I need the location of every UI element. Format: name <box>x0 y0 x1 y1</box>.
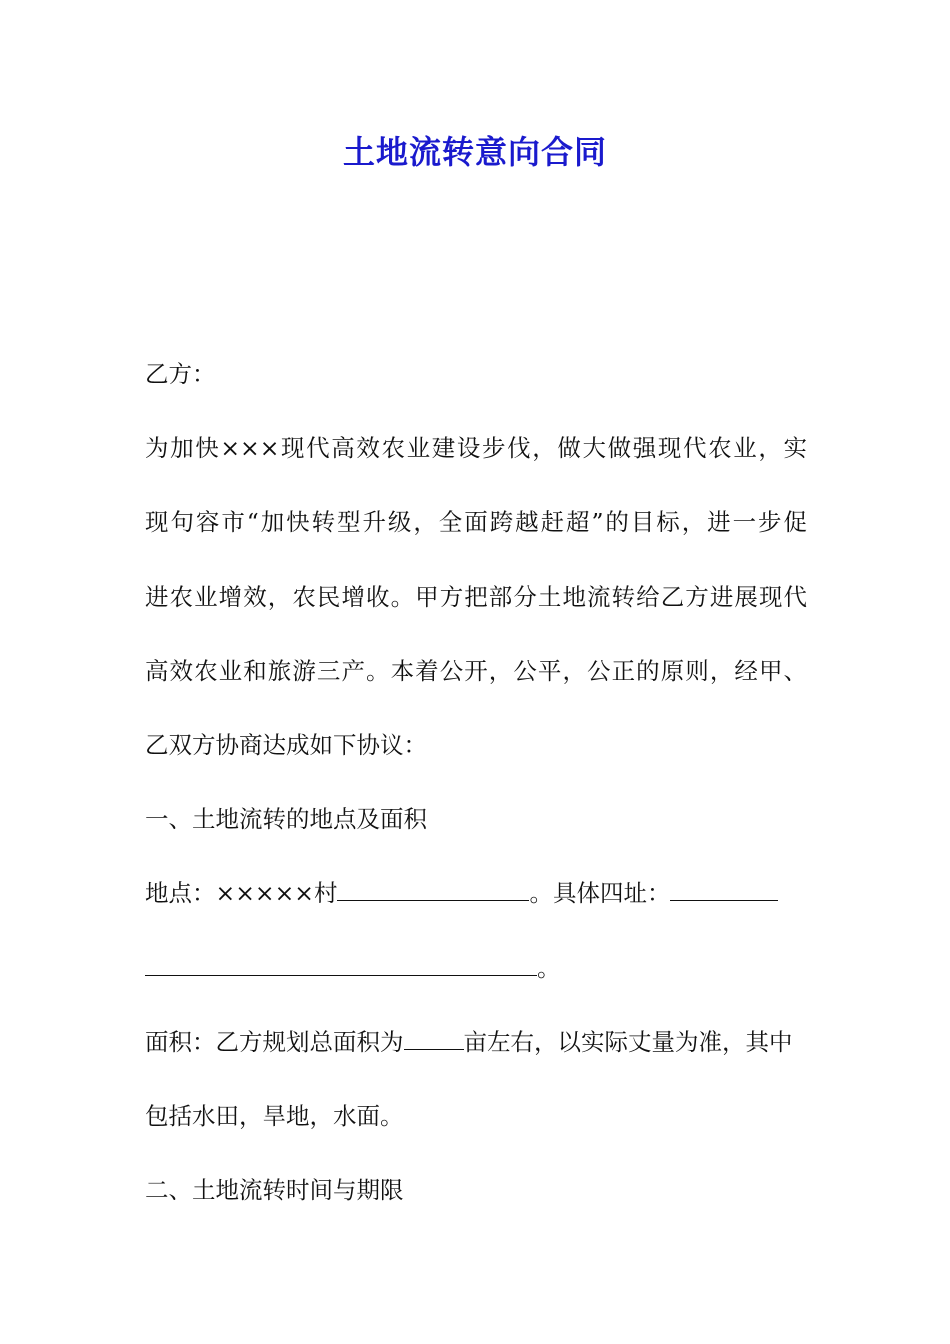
boundary-blank-2 <box>145 950 537 976</box>
preamble-line-2: 现句容市“加快转型升级，全面跨越赶超”的目标，进一步促 <box>145 508 807 537</box>
village-blank <box>337 876 529 902</box>
area-label: 面积：乙方规划总面积为 <box>145 1027 404 1056</box>
preamble-line-4: 高效农业和旅游三产。本着公开，公平，公正的原则，经甲、 <box>145 656 807 685</box>
area-line-2: 包括水田，旱地，水面。 <box>145 1101 404 1130</box>
location-boundary-label: 。具体四址： <box>529 879 671 908</box>
area-rest: 亩左右，以实际丈量为准，其中 <box>463 1027 793 1056</box>
area-line <box>145 1005 807 1079</box>
document-body <box>145 337 807 1227</box>
location-end: 。 <box>537 953 561 982</box>
party-b-label: 乙方： <box>145 360 216 388</box>
boundary-blank-1 <box>670 876 778 902</box>
location-line <box>145 856 807 930</box>
location-line-2 <box>145 931 807 1005</box>
location-label: 地点：×××××村 <box>145 879 338 908</box>
area-blank <box>404 1024 464 1050</box>
document-title: 土地流转意向合同 <box>342 133 607 171</box>
preamble-line-3: 进农业增效，农民增收。甲方把部分土地流转给乙方进展现代 <box>145 582 807 611</box>
preamble-line-5: 乙双方协商达成如下协议： <box>145 730 427 759</box>
section-1-heading: 一、土地流转的地点及面积 <box>145 805 427 834</box>
preamble-line-1: 为加快×××现代高效农业建设步伐，做大做强现代农业，实 <box>145 434 807 463</box>
section-2-heading: 二、土地流转时间与期限 <box>145 1176 404 1205</box>
